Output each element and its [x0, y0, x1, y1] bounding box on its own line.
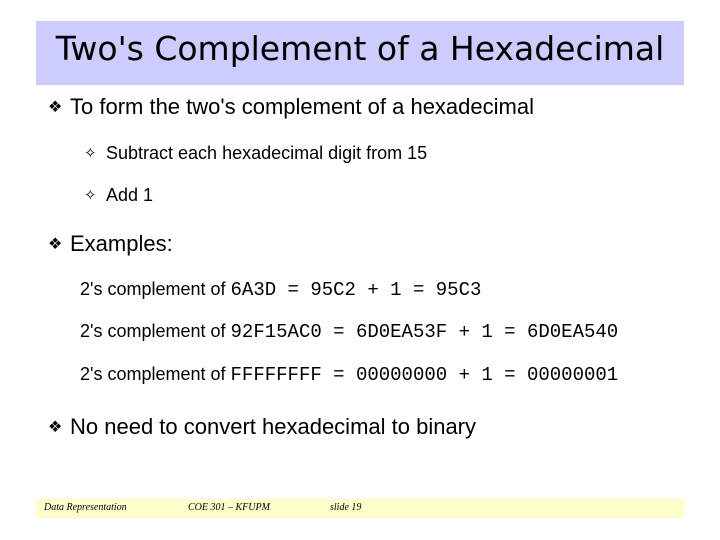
bullet-text: No need to convert hexadecimal to binary — [70, 414, 477, 439]
star-bullet-icon: ✧ — [84, 145, 97, 162]
example-row — [80, 321, 618, 343]
bullet-form-twos-complement — [48, 94, 534, 120]
bullet-examples — [48, 231, 173, 257]
bullet-text: Examples: — [70, 231, 173, 256]
example-row — [80, 279, 481, 301]
diamond-bullet-icon: ❖ — [48, 419, 63, 436]
example-expression: 6A3D = 95C2 + 1 = 95C3 — [230, 279, 482, 301]
footer-slide-number: slide 19 — [330, 502, 362, 513]
example-label: 2's complement of — [80, 279, 226, 299]
diamond-bullet-icon: ❖ — [48, 236, 63, 253]
sub-bullet-text: Add 1 — [106, 185, 154, 205]
footer-bar — [36, 499, 684, 518]
example-label: 2's complement of — [80, 364, 226, 384]
footer-course: COE 301 – KFUPM — [188, 502, 270, 513]
bullet-no-binary — [48, 414, 476, 440]
sub-bullet-subtract — [84, 143, 427, 164]
slide-title: Two's Complement of a Hexadecimal — [55, 29, 665, 68]
example-label: 2's complement of — [80, 321, 226, 341]
sub-bullet-text: Subtract each hexadecimal digit from 15 — [106, 143, 428, 163]
diamond-bullet-icon: ❖ — [48, 99, 63, 116]
footer-topic: Data Representation — [44, 502, 127, 513]
star-bullet-icon: ✧ — [84, 187, 97, 204]
example-expression: FFFFFFFF = 00000000 + 1 = 00000001 — [230, 364, 619, 386]
example-expression: 92F15AC0 = 6D0EA53F + 1 = 6D0EA540 — [230, 321, 619, 343]
bullet-text: To form the two's complement of a hexadecimal — [70, 94, 534, 119]
example-row — [80, 364, 618, 386]
title-banner — [36, 21, 684, 85]
sub-bullet-add — [84, 185, 153, 206]
